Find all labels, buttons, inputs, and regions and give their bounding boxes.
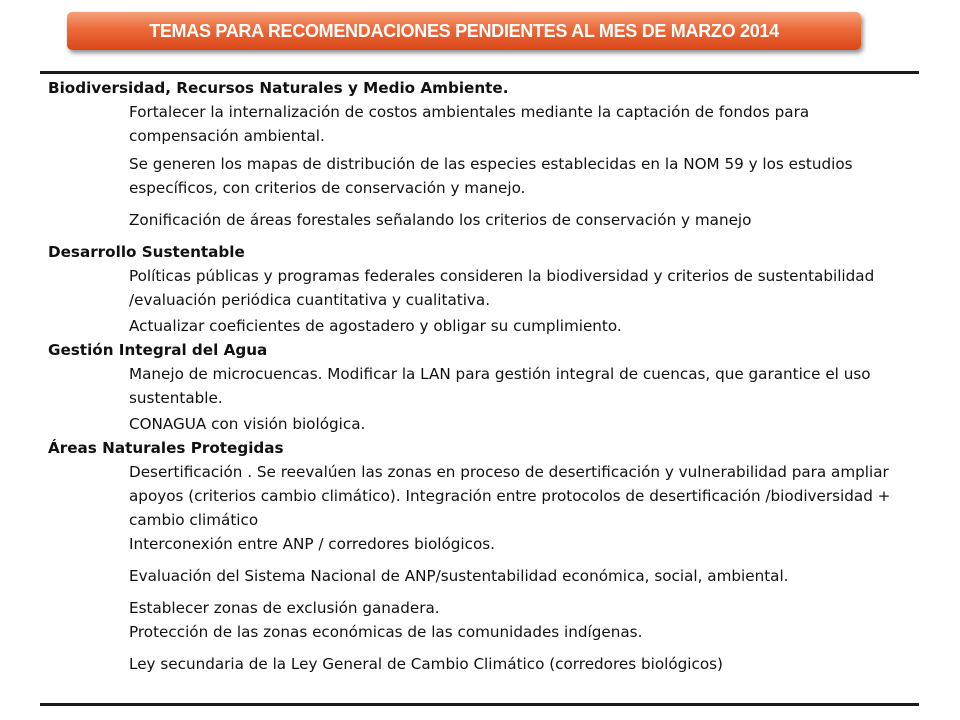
section-title: Desarrollo Sustentable xyxy=(48,243,245,261)
list-item: Interconexión entre ANP / corredores biológicos. xyxy=(129,535,496,553)
section-areas-protegidas xyxy=(48,436,912,676)
list-item: Políticas públicas y programas federales consideren la biodiversidad y criterios de sustentabilidad /evaluación periódica cuantitativa y cualitativa. xyxy=(129,267,875,309)
list-item: Evaluación del Sistema Nacional de ANP/sustentabilidad económica, social, ambiental. xyxy=(129,567,789,585)
bottom-divider xyxy=(40,703,919,706)
list-item: Manejo de microcuencas. Modificar la LAN para gestión integral de cuencas, que garantice el uso sustentable. xyxy=(129,365,871,407)
top-divider xyxy=(40,71,919,74)
list-item: Ley secundaria de la Ley General de Cambio Climático (corredores biológicos) xyxy=(129,655,723,673)
list-item: Establecer zonas de exclusión ganadera. xyxy=(129,599,440,617)
list-item: Zonificación de áreas forestales señalando los criterios de conservación y manejo xyxy=(129,211,752,229)
section-title: Gestión Integral del Agua xyxy=(48,341,268,359)
list-item: Desertificación . Se reevalúen las zonas en proceso de desertificación y vulnerabilidad para ampliar apoyos (criterios cambio climático). Integración entre protocolos de desertificación /biodiversidad + cambio climático xyxy=(129,463,891,529)
section-title: Biodiversidad, Recursos Naturales y Medio Ambiente. xyxy=(48,79,509,97)
list-item: Se generen los mapas de distribución de las especies establecidas en la NOM 59 y los estudios específicos, con criterios de conservación y manejo. xyxy=(129,155,853,197)
section-title: Áreas Naturales Protegidas xyxy=(48,439,284,457)
section-desarrollo-sustentable xyxy=(48,240,912,338)
list-item: Actualizar coeficientes de agostadero y obligar su cumplimiento. xyxy=(129,317,622,335)
title-banner xyxy=(67,12,861,50)
list-item: Protección de las zonas económicas de las comunidades indígenas. xyxy=(129,623,643,641)
section-biodiversidad xyxy=(48,76,912,232)
page-title: TEMAS PARA RECOMENDACIONES PENDIENTES AL MES DE MARZO 2014 xyxy=(149,20,779,41)
list-item: Fortalecer la internalización de costos ambientales mediante la captación de fondos para compensación ambiental. xyxy=(129,103,810,145)
list-item: CONAGUA con visión biológica. xyxy=(129,415,366,433)
recommendations-list xyxy=(48,76,912,676)
section-gestion-agua xyxy=(48,338,912,436)
